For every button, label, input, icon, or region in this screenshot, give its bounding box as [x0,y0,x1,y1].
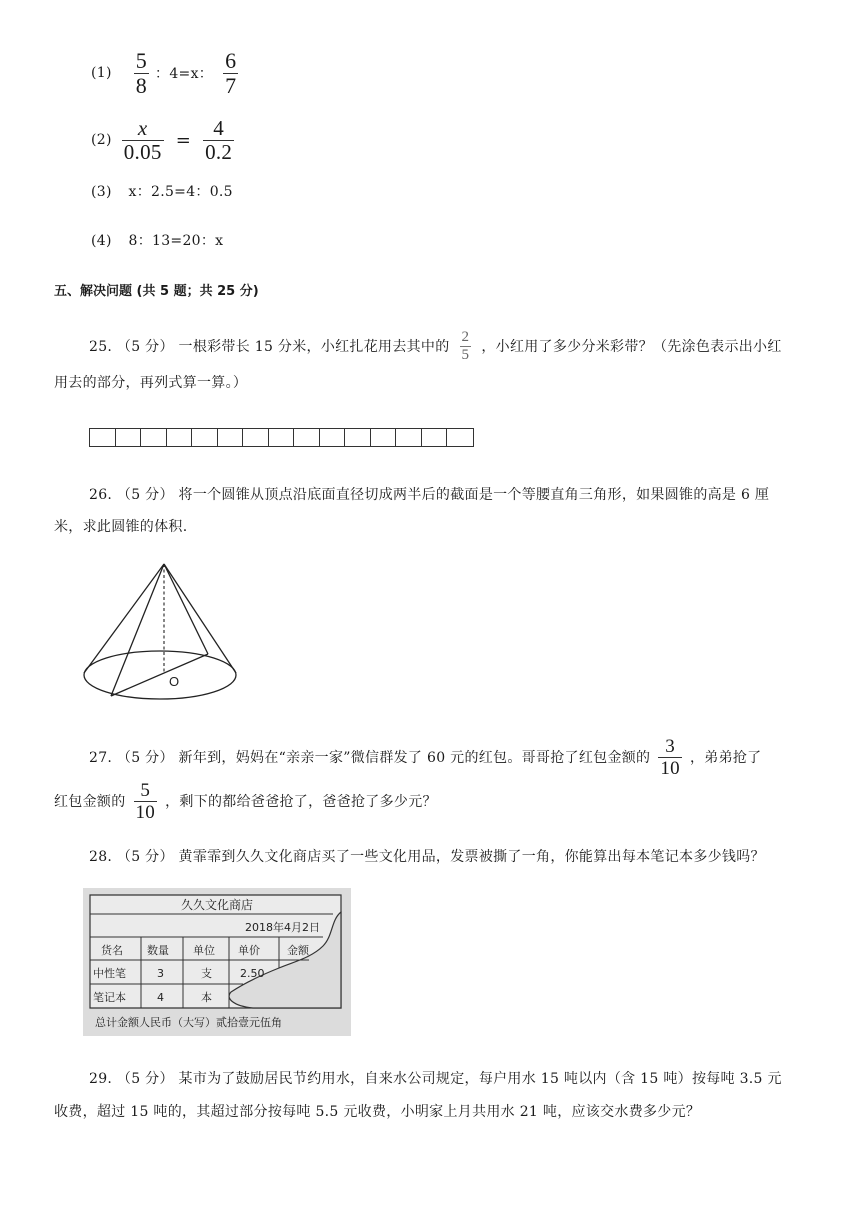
fraction-denominator: 7 [225,72,237,98]
cone-section-right [164,564,208,654]
ribbon-cell[interactable] [422,429,448,446]
q27-line2-suffix: ，剩下的都给爸爸抢了，爸爸抢了多少元？ [165,794,437,810]
receipt-cell: 本 [201,991,212,1004]
q27-mid: ，弟弟抢了 [689,750,762,766]
problem-1-ratio: ：4=x： [155,66,214,82]
fraction-denominator: 0.2 [205,139,233,164]
ribbon-cell[interactable] [141,429,167,446]
q27-line2-prefix: 红包金额的 [54,794,126,810]
cone-diagram [78,558,243,708]
receipt-cell: 支 [201,967,212,980]
ribbon-cell[interactable] [294,429,320,446]
question-27-line2 [54,776,437,826]
torn-receipt-image [83,888,351,1036]
fraction-x-0.05 [122,115,164,164]
question-25-line1 [89,326,782,366]
ribbon-cell[interactable] [243,429,269,446]
fraction-numerator: 4 [213,115,225,140]
question-26-line2: 米，求此圆锥的体积. [54,519,188,535]
problem-3-label: (3) [91,184,112,200]
problem-4 [91,230,223,250]
question-27-line1 [89,732,761,782]
ribbon-cell[interactable] [447,429,473,446]
q27-prefix: 27. （5 分） 新年到，妈妈在“亲亲一家”微信群发了 60 元的红包。哥哥抢了红包金额的 [89,750,651,766]
receipt-date: 2018年4月2日 [245,921,320,934]
ribbon-cell[interactable] [269,429,295,446]
cone-side-right [164,564,236,673]
ribbon-strip[interactable] [89,428,474,447]
ribbon-cell[interactable] [320,429,346,446]
ribbon-cell[interactable] [167,429,193,446]
question-28: 28. （5 分） 黄霏霏到久久文化商店买了一些文化用品，发票被撕了一角，你能算出每本笔记本多少钱吗？ [89,849,765,865]
receipt-cell: 笔记本 [93,991,126,1004]
problem-1 [91,47,238,98]
ribbon-cell[interactable] [218,429,244,446]
ribbon-cell[interactable] [345,429,371,446]
ribbon-cell[interactable] [371,429,397,446]
ribbon-cell[interactable] [90,429,116,446]
fraction-denominator: 5 [461,346,470,363]
cone-center-label: O [169,674,180,689]
ribbon-cell[interactable] [192,429,218,446]
problem-4-label: (4) [91,233,112,249]
fraction-denominator: 0.05 [123,139,162,164]
receipt-header: 金额 [287,944,309,957]
fraction-numerator: 3 [665,735,676,757]
receipt-header: 单位 [193,944,215,957]
problem-2-equals: = [175,129,192,151]
fraction-numerator: 5 [140,779,151,801]
ribbon-cell[interactable] [396,429,422,446]
fraction-4-0.2 [203,115,234,164]
receipt-header: 货名 [101,944,123,957]
problem-3-text: x：2.5=4：0.5 [128,184,233,200]
fraction-numerator: x [137,115,148,140]
receipt-header: 单价 [238,944,260,957]
question-29-line1: 29. （5 分） 某市为了鼓励居民节约用水，自来水公司规定，每户用水 15 吨以内（含 15 吨）按每吨 3.5 元 [89,1071,782,1087]
fraction-5-10 [134,781,158,822]
fraction-denominator: 10 [660,757,680,779]
fraction-numerator: 2 [461,328,470,345]
ribbon-cell[interactable] [116,429,142,446]
receipt-store: 久久文化商店 [181,898,254,912]
problem-2 [91,115,234,165]
receipt-header: 数量 [147,944,169,957]
fraction-2-5 [460,330,472,363]
problem-3 [91,181,233,201]
fraction-numerator: 5 [135,47,148,73]
question-25-line2: 用去的部分，再列式算一算。） [54,375,248,391]
cone-side-left [84,564,164,673]
problem-2-label: (2) [91,132,112,148]
question-26-line1: 26. （5 分） 将一个圆锥从顶点沿底面直径切成两半后的截面是一个等腰直角三角形，如果圆锥的高是 6 厘 [89,487,770,503]
receipt-cell: 2.50 [240,967,265,980]
fraction-denominator: 10 [135,801,156,823]
section-title: 五、解决问题 (共 5 题；共 25 分) [54,284,259,299]
receipt-cell: 3 [157,967,164,980]
fraction-6-7 [223,47,238,98]
q25-suffix: ，小红用了多少分米彩带？（先涂色表示出小红 [481,339,782,355]
problem-4-text: 8：13=20：x [128,233,224,249]
receipt-cell: 4 [157,991,164,1004]
fraction-5-8 [134,47,149,98]
q25-prefix: 25. （5 分） 一根彩带长 15 分米，小红扎花用去其中的 [89,339,450,355]
problem-1-label: (1) [91,65,112,81]
receipt-cell: 中性笔 [93,967,126,980]
fraction-denominator: 8 [135,72,148,98]
question-29-line2: 收费，超过 15 吨的，其超过部分按每吨 5.5 元收费，小明家上月共用水 21 吨，应该交水费多少元？ [54,1104,701,1120]
fraction-numerator: 6 [225,47,237,73]
receipt-total: 总计金额人民币（大写）贰拾壹元伍角 [95,1016,282,1029]
fraction-3-10 [658,737,682,778]
